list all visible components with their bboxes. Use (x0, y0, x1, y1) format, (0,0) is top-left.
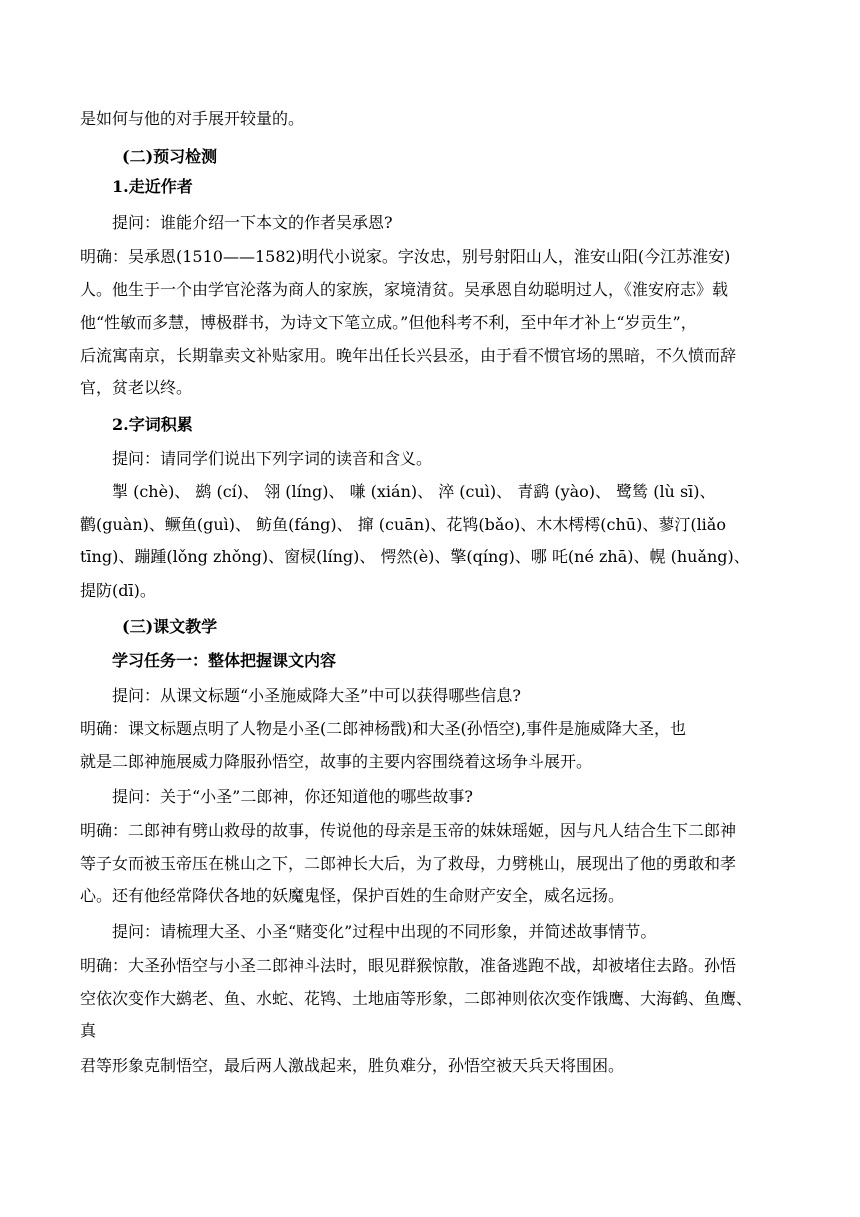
vocabulary-line: 掣 (chè)、 鹚 (cí)、 翎 (líng)、 嗛 (xián)、 淬 (cuì)、 青鹞 (yào)、 鹭鸶 (lù sī)、 (112, 482, 716, 501)
answer-line: 心。还有他经常降伏各地的妖魔鬼怪，保护百姓的生命财产安全，威名远扬。 (80, 886, 625, 905)
task-heading: 学习任务一：整体把握课文内容 (112, 651, 337, 670)
subsection-heading: 2.字词积累 (112, 415, 193, 434)
answer-line: 人。他生于一个由学官沦落为商人的家族，家境清贫。吴承恩自幼聪明过人，《淮安府志》载 (80, 280, 729, 299)
answer-line: 君等形象克制悟空，最后两人激战起来，胜负难分，孙悟空被天兵天将围困。 (80, 1056, 625, 1075)
answer-line: 真 (80, 1021, 97, 1040)
answer-line: 官，贫老以终。 (80, 378, 193, 397)
vocabulary-line: tīng)、蹦踵(lǒng zhǒng)、窗棂(líng)、 愕然(è)、擎(qíng)、哪 吒(né zhā)、幌 (huǎng)、 (80, 547, 750, 566)
text-line: 是如何与他的对手展开较量的。 (80, 109, 305, 128)
section-heading: (二)预习检测 (122, 147, 218, 166)
answer-line: 明确：吴承恩(1510——1582)明代小说家。字汝忠，别号射阳山人，淮安山阳(今江苏淮安) (80, 247, 731, 266)
question-line: 提问：请同学们说出下列字词的读音和含义。 (112, 449, 433, 468)
section-heading: (三)课文教学 (122, 617, 218, 636)
answer-line: 他“性敏而多慧，博极群书，为诗文下笔立成。”但他科考不利，至中年才补上“岁贡生”， (80, 313, 697, 332)
answer-line: 空依次变作大鹚老、鱼、水蛇、花鸨、土地庙等形象，二郎神则依次变作饿鹰、大海鹤、鱼鹰、 (80, 989, 753, 1008)
answer-line: 明确：大圣孙悟空与小圣二郎神斗法时，眼见群猴惊散，准备逃跑不战，却被堵住去路。孙悟 (80, 956, 737, 975)
vocabulary-line: 提防(dī)。 (80, 581, 156, 600)
answer-line: 等子女而被玉帝压在桃山之下，二郎神长大后，为了救母，力劈桃山，展现出了他的勇敢和孝 (80, 854, 737, 873)
vocabulary-line: 鹳(guàn)、鳜鱼(guì)、 鲂鱼(fáng)、 撺 (cuān)、花鸨(bǎo)、木木樗樗(chū)、蓼汀(liǎo (80, 515, 726, 534)
answer-line: 就是二郎神施展威力降服孙悟空，故事的主要内容围绕着这场争斗展开。 (80, 752, 593, 771)
answer-line: 明确：二郎神有劈山救母的故事，传说他的母亲是玉帝的妹妹瑶姬，因与凡人结合生下二郎神 (80, 821, 737, 840)
question-line: 提问：关于“小圣”二郎神，你还知道他的哪些故事? (112, 787, 473, 806)
question-line: 提问：谁能介绍一下本文的作者吴承恩? (112, 213, 393, 232)
subsection-heading: 1.走近作者 (112, 177, 193, 196)
answer-line: 后流寓南京，长期靠卖文补贴家用。晚年出任长兴县丞，由于看不惯官场的黑暗，不久愤而辞 (80, 346, 737, 365)
question-line: 提问：请梳理大圣、小圣“赌变化”过程中出现的不同形象，并简述故事情节。 (112, 922, 657, 941)
answer-line: 明确：课文标题点明了人物是小圣(二郎神杨戬)和大圣(孙悟空),事件是施威降大圣，也 (80, 719, 687, 738)
question-line: 提问：从课文标题“小圣施威降大圣”中可以获得哪些信息? (112, 686, 521, 705)
